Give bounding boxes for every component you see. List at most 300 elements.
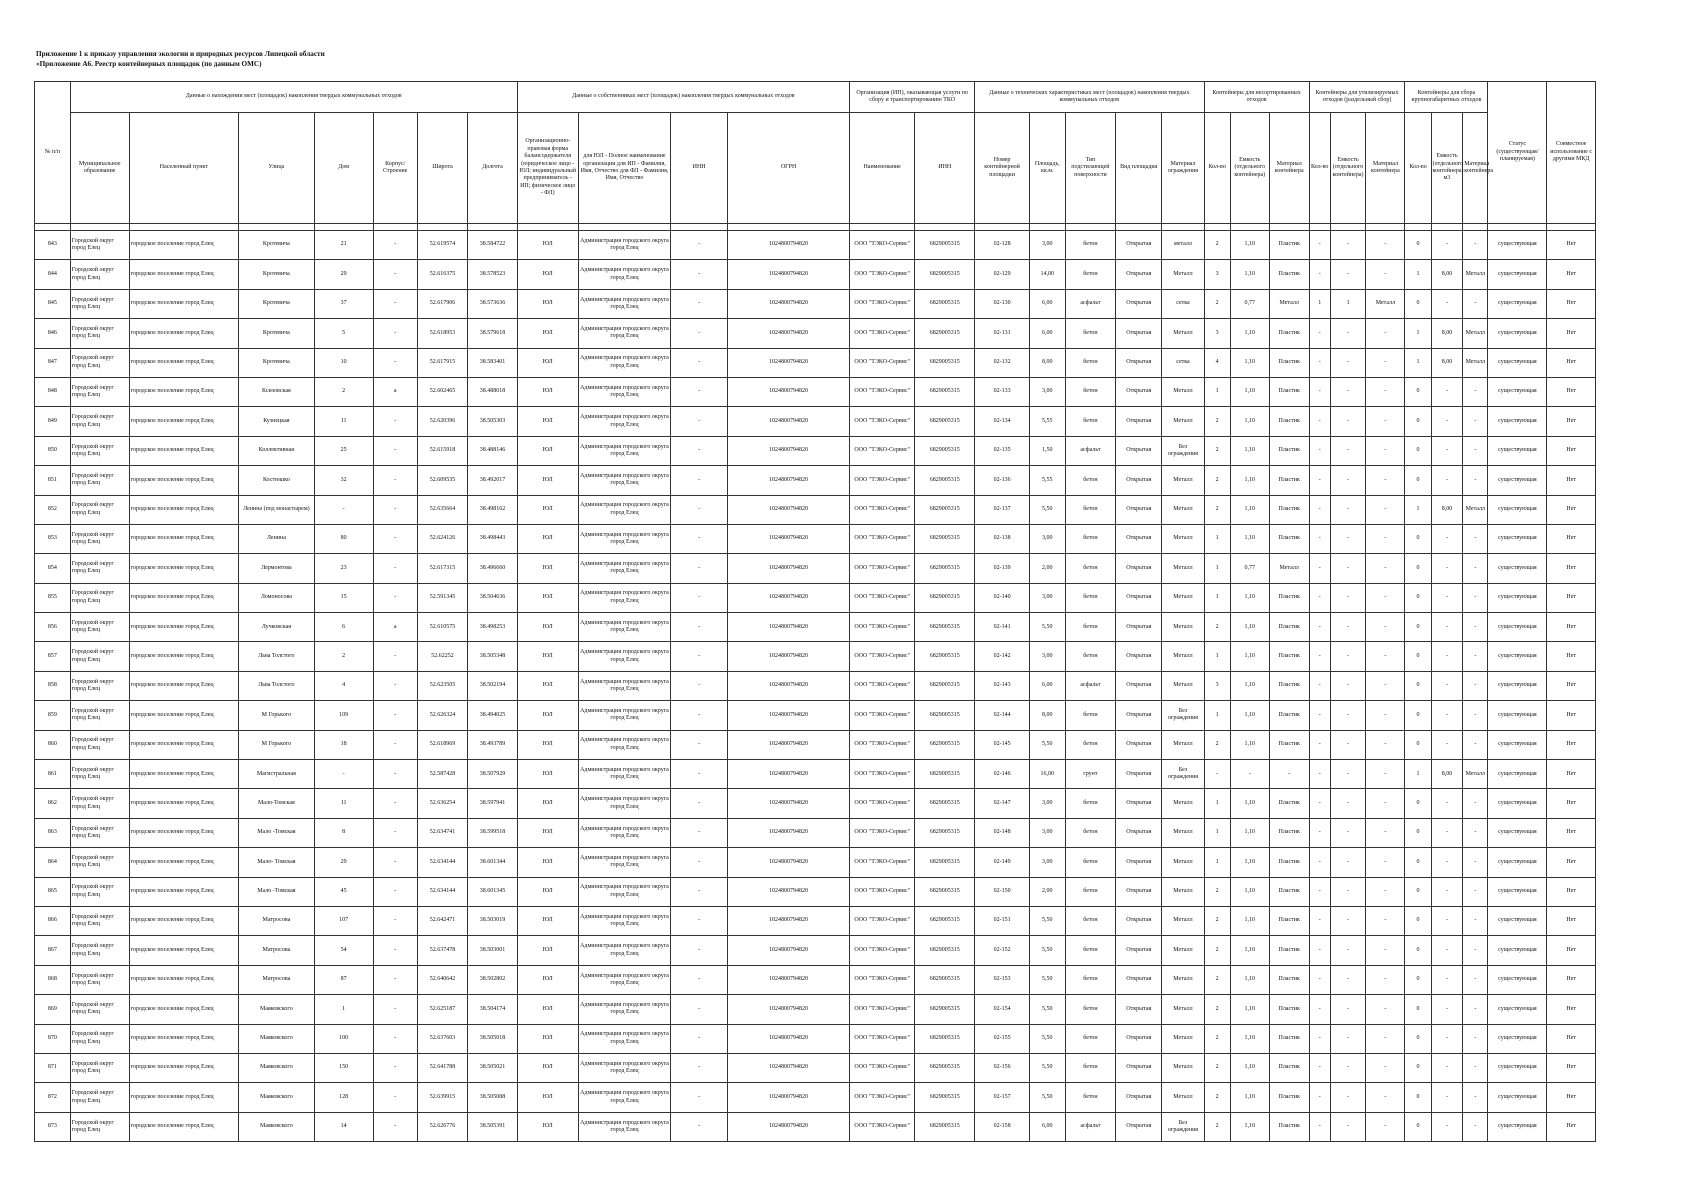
table-cell: Городской округ город Елец — [70, 377, 129, 406]
spacer-cell — [373, 224, 417, 231]
table-cell: 02-143 — [975, 671, 1030, 700]
table-cell: ООО "ТЭКО-Сервис" — [850, 877, 915, 906]
table-cell: Городской округ город Елец — [70, 583, 129, 612]
column-header: Тип подстилающей поверхности — [1065, 113, 1115, 224]
table-cell: 846 — [35, 319, 71, 348]
table-cell: 1 — [1405, 319, 1431, 348]
table-cell: Открытая — [1116, 1083, 1162, 1112]
column-header: Материал контейнера — [1269, 113, 1309, 224]
table-cell: 2 — [1204, 906, 1230, 935]
table-cell: 38.503019 — [468, 906, 517, 935]
table-cell: 52.616375 — [417, 260, 467, 289]
table-cell: - — [1330, 995, 1366, 1024]
table-cell: Городской округ город Елец — [70, 936, 129, 965]
table-row — [35, 701, 1596, 730]
table-cell: 6829005315 — [915, 554, 975, 583]
table-cell: ЮЛ — [517, 1024, 578, 1053]
table-cell: Администрация городского округа город Елец — [578, 377, 671, 406]
table-cell: Администрация городского округа город Елец — [578, 1112, 671, 1141]
table-cell: Администрация городского округа город Елец — [578, 436, 671, 465]
table-cell: - — [1431, 818, 1463, 847]
spacer-cell — [1230, 224, 1269, 231]
table-cell: - — [1463, 554, 1488, 583]
table-cell: Открытая — [1116, 760, 1162, 789]
table-cell: Открытая — [1116, 730, 1162, 759]
table-cell: 1,10 — [1230, 671, 1269, 700]
table-row — [35, 377, 1596, 406]
table-cell: Металл — [1463, 760, 1488, 789]
table-cell: 02-136 — [975, 466, 1030, 495]
table-cell: бетон — [1065, 789, 1115, 818]
table-cell: 6829005315 — [915, 319, 975, 348]
table-cell: 2 — [1204, 1053, 1230, 1082]
table-cell: - — [1463, 1112, 1488, 1141]
table-cell: 1024800794820 — [728, 348, 850, 377]
table-cell: - — [1366, 495, 1405, 524]
table-cell: 1024800794820 — [728, 671, 850, 700]
table-row — [35, 436, 1596, 465]
table-cell: - — [1463, 936, 1488, 965]
table-cell: 11 — [314, 789, 373, 818]
table-cell: 6829005315 — [915, 906, 975, 935]
table-cell: городское поселение город Елец — [129, 642, 238, 671]
table-cell: Пластик — [1269, 583, 1309, 612]
group-header-technical: Данные о технических характеристиках мест (площадок) накопления твердых коммунальных отходов — [975, 82, 1204, 113]
table-row — [35, 495, 1596, 524]
table-cell: Металл — [1162, 554, 1204, 583]
table-cell: Металл — [1162, 613, 1204, 642]
table-cell: - — [1309, 877, 1330, 906]
spacer-cell — [915, 224, 975, 231]
table-cell: - — [1330, 583, 1366, 612]
table-cell: - — [1463, 583, 1488, 612]
table-cell: - — [1309, 995, 1330, 1024]
table-cell: - — [1330, 613, 1366, 642]
table-cell: бетон — [1065, 642, 1115, 671]
table-cell: 6829005315 — [915, 965, 975, 994]
table-cell: 38.597941 — [468, 789, 517, 818]
table-cell: 862 — [35, 789, 71, 818]
table-cell: Администрация городского округа город Елец — [578, 554, 671, 583]
table-cell: - — [1366, 436, 1405, 465]
table-cell: Металл — [1162, 1024, 1204, 1053]
spacer-cell — [129, 224, 238, 231]
table-cell: Металл — [1162, 377, 1204, 406]
table-cell: - — [671, 613, 728, 642]
table-cell: ООО "ТЭКО-Сервис" — [850, 466, 915, 495]
table-cell: городское поселение город Елец — [129, 965, 238, 994]
table-cell: ООО "ТЭКО-Сервис" — [850, 642, 915, 671]
table-cell: - — [373, 260, 417, 289]
table-cell: 6829005315 — [915, 671, 975, 700]
table-cell: - — [1366, 348, 1405, 377]
table-cell: Ксизовская — [239, 377, 315, 406]
table-cell: Администрация городского округа город Елец — [578, 1053, 671, 1082]
table-cell: - — [671, 436, 728, 465]
table-cell: 8,00 — [1029, 348, 1065, 377]
table-cell: 0 — [1405, 407, 1431, 436]
header-status: Статус (существующая/ планируемая) — [1488, 82, 1547, 224]
table-cell: существующая — [1488, 671, 1547, 700]
table-cell: - — [1309, 936, 1330, 965]
table-cell: - — [1330, 730, 1366, 759]
table-cell: существующая — [1488, 995, 1547, 1024]
table-cell: - — [1366, 613, 1405, 642]
table-cell: - — [373, 760, 417, 789]
table-cell: - — [373, 701, 417, 730]
table-cell: 6829005315 — [915, 583, 975, 612]
table-cell: 844 — [35, 260, 71, 289]
table-cell: - — [1309, 1112, 1330, 1141]
table-cell: Городской округ город Елец — [70, 877, 129, 906]
table-cell: - — [1463, 642, 1488, 671]
table-cell: 0 — [1405, 789, 1431, 818]
table-cell: существующая — [1488, 289, 1547, 318]
table-cell: - — [1309, 965, 1330, 994]
table-cell: 38.505348 — [468, 642, 517, 671]
table-cell: - — [1309, 789, 1330, 818]
table-cell: - — [671, 760, 728, 789]
table-cell: ООО "ТЭКО-Сервис" — [850, 965, 915, 994]
table-cell: - — [671, 877, 728, 906]
table-cell: 853 — [35, 524, 71, 553]
table-cell: 849 — [35, 407, 71, 436]
column-header: Площадь, кв.м. — [1029, 113, 1065, 224]
table-cell: 1,10 — [1230, 818, 1269, 847]
table-cell: - — [1330, 554, 1366, 583]
table-cell: сетка — [1162, 289, 1204, 318]
group-header-bulky-containers: Контейнеры для сбора крупногабаритных отходов — [1405, 82, 1488, 113]
table-cell: 3,00 — [1029, 583, 1065, 612]
table-cell: - — [373, 1053, 417, 1082]
table-cell: металл — [1162, 231, 1204, 260]
table-cell: 29 — [314, 260, 373, 289]
column-header: для ЮЛ - Полное наименование организации для ИП - Фамилия, Имя, Отчество для ФЛ - Фамилия, Имя, Отчество — [578, 113, 671, 224]
table-cell: - — [1431, 289, 1463, 318]
spacer-cell — [578, 224, 671, 231]
table-cell: - — [1366, 583, 1405, 612]
table-cell: - — [373, 466, 417, 495]
table-cell: 1024800794820 — [728, 760, 850, 789]
table-cell: Администрация городского округа город Елец — [578, 319, 671, 348]
table-cell: 8,00 — [1029, 701, 1065, 730]
table-cell: 6829005315 — [915, 789, 975, 818]
table-cell: 02-151 — [975, 906, 1030, 935]
table-cell: 6829005315 — [915, 760, 975, 789]
table-cell: Открытая — [1116, 1112, 1162, 1141]
table-cell: ООО "ТЭКО-Сервис" — [850, 231, 915, 260]
table-cell: 02-128 — [975, 231, 1030, 260]
table-cell: 16,00 — [1029, 760, 1065, 789]
table-cell: Кротевича — [239, 348, 315, 377]
table-cell: Нет — [1547, 848, 1596, 877]
table-cell: - — [1431, 730, 1463, 759]
table-cell: Городской округ город Елец — [70, 730, 129, 759]
table-cell: бетон — [1065, 1083, 1115, 1112]
table-cell: 1024800794820 — [728, 436, 850, 465]
table-cell: 52.635664 — [417, 495, 467, 524]
table-cell: 868 — [35, 965, 71, 994]
table-cell: 6829005315 — [915, 524, 975, 553]
table-row — [35, 1053, 1596, 1082]
group-header-unsorted-containers: Контейнеры для несортированных отходов — [1204, 82, 1309, 113]
table-cell: 860 — [35, 730, 71, 759]
table-cell: существующая — [1488, 407, 1547, 436]
table-cell: 23 — [314, 554, 373, 583]
table-cell: Городской округ город Елец — [70, 554, 129, 583]
table-cell: 0 — [1405, 906, 1431, 935]
table-cell: Нет — [1547, 760, 1596, 789]
table-cell: Металл — [1366, 289, 1405, 318]
table-cell: а — [373, 613, 417, 642]
column-header: Емкость (отдельного контейнера) — [1230, 113, 1269, 224]
table-cell: 52.617915 — [417, 348, 467, 377]
column-header: Долгота — [468, 113, 517, 224]
table-cell: ЮЛ — [517, 289, 578, 318]
table-cell: ЮЛ — [517, 613, 578, 642]
table-row — [35, 906, 1596, 935]
table-cell: - — [1463, 407, 1488, 436]
table-cell: - — [1330, 524, 1366, 553]
table-cell: 52.637603 — [417, 1024, 467, 1053]
table-row — [35, 583, 1596, 612]
table-cell: Администрация городского округа город Елец — [578, 936, 671, 965]
table-cell: Пластик — [1269, 671, 1309, 700]
table-cell: 863 — [35, 818, 71, 847]
table-cell: 1024800794820 — [728, 1083, 850, 1112]
table-cell: существующая — [1488, 583, 1547, 612]
table-cell: 38.601344 — [468, 848, 517, 877]
table-cell: 3,00 — [1029, 642, 1065, 671]
table-cell: 1024800794820 — [728, 583, 850, 612]
table-cell: Администрация городского округа город Елец — [578, 818, 671, 847]
table-cell: бетон — [1065, 1024, 1115, 1053]
table-cell: - — [1309, 1024, 1330, 1053]
table-cell: ЮЛ — [517, 965, 578, 994]
table-cell: Открытая — [1116, 554, 1162, 583]
table-cell: Городской округ город Елец — [70, 466, 129, 495]
table-cell: 1 — [1309, 289, 1330, 318]
table-cell: 2,00 — [1029, 554, 1065, 583]
table-cell: - — [1463, 848, 1488, 877]
table-cell: 3 — [1204, 671, 1230, 700]
table-cell: Ленина — [239, 524, 315, 553]
table-cell: 0 — [1405, 965, 1431, 994]
table-cell: 38.505391 — [468, 1112, 517, 1141]
table-cell: существующая — [1488, 319, 1547, 348]
table-cell: - — [671, 583, 728, 612]
table-cell: - — [1366, 1053, 1405, 1082]
table-row — [35, 730, 1596, 759]
table-cell: 80 — [314, 524, 373, 553]
table-cell: 847 — [35, 348, 71, 377]
table-cell: 02-142 — [975, 642, 1030, 671]
table-cell: существующая — [1488, 1112, 1547, 1141]
table-cell: ЮЛ — [517, 231, 578, 260]
table-cell: 52.624126 — [417, 524, 467, 553]
table-cell: 2 — [1204, 466, 1230, 495]
spacer-cell — [239, 224, 315, 231]
table-cell: Пластик — [1269, 965, 1309, 994]
table-row — [35, 1024, 1596, 1053]
table-cell: 6829005315 — [915, 377, 975, 406]
table-cell: Пластик — [1269, 1024, 1309, 1053]
table-cell: - — [373, 877, 417, 906]
table-cell: - — [1366, 1112, 1405, 1141]
table-cell: 869 — [35, 995, 71, 1024]
table-cell: - — [1431, 1083, 1463, 1112]
table-cell: 6829005315 — [915, 730, 975, 759]
table-cell: Металл — [1162, 906, 1204, 935]
table-cell: Администрация городского округа город Елец — [578, 642, 671, 671]
table-cell: Открытая — [1116, 613, 1162, 642]
table-cell: 38.601345 — [468, 877, 517, 906]
table-cell: 1,10 — [1230, 877, 1269, 906]
column-header: ИНН — [915, 113, 975, 224]
table-cell: Городской округ город Елец — [70, 231, 129, 260]
spacer-cell — [728, 224, 850, 231]
table-cell: городское поселение город Елец — [129, 289, 238, 318]
table-cell: 1 — [1330, 289, 1366, 318]
table-cell: 1024800794820 — [728, 730, 850, 759]
table-cell: Матросова — [239, 906, 315, 935]
table-cell: Открытая — [1116, 289, 1162, 318]
table-cell: Нет — [1547, 466, 1596, 495]
table-cell: Пластик — [1269, 642, 1309, 671]
table-cell: Нет — [1547, 231, 1596, 260]
table-cell: 1,10 — [1230, 348, 1269, 377]
table-cell: 02-145 — [975, 730, 1030, 759]
table-cell: Пластик — [1269, 701, 1309, 730]
table-cell: - — [1431, 377, 1463, 406]
table-cell: 1,10 — [1230, 377, 1269, 406]
table-cell: 1024800794820 — [728, 231, 850, 260]
table-cell: - — [1366, 1083, 1405, 1112]
table-cell: - — [671, 319, 728, 348]
table-cell: существующая — [1488, 1083, 1547, 1112]
table-cell: 52.642471 — [417, 906, 467, 935]
table-cell: - — [1309, 348, 1330, 377]
table-cell: Нет — [1547, 1024, 1596, 1053]
table-cell: 1,10 — [1230, 730, 1269, 759]
table-cell: 0 — [1405, 1024, 1431, 1053]
table-cell: - — [1463, 1053, 1488, 1082]
table-cell: Пластик — [1269, 407, 1309, 436]
table-cell: - — [1330, 348, 1366, 377]
table-cell: ЮЛ — [517, 642, 578, 671]
table-cell: - — [373, 554, 417, 583]
table-cell: 0 — [1405, 818, 1431, 847]
table-cell: 1 — [1204, 848, 1230, 877]
table-cell: 02-150 — [975, 877, 1030, 906]
table-cell: Кротевича — [239, 319, 315, 348]
table-cell: 6829005315 — [915, 877, 975, 906]
table-cell: - — [1366, 642, 1405, 671]
table-cell: 0 — [1405, 877, 1431, 906]
table-cell: - — [1431, 1053, 1463, 1082]
column-header: Населенный пункт — [129, 113, 238, 224]
table-cell: 1,10 — [1230, 906, 1269, 935]
table-cell: 0 — [1405, 730, 1431, 759]
table-cell: - — [671, 789, 728, 818]
table-cell: 38.505021 — [468, 1053, 517, 1082]
table-cell: Пластик — [1269, 436, 1309, 465]
table-cell: Пластик — [1269, 995, 1309, 1024]
spacer-cell — [1162, 224, 1204, 231]
table-cell: городское поселение город Елец — [129, 995, 238, 1024]
table-cell: - — [373, 319, 417, 348]
table-cell: сетка — [1162, 348, 1204, 377]
table-cell: - — [1330, 671, 1366, 700]
table-cell: 0 — [1405, 466, 1431, 495]
table-cell: 38.599518 — [468, 818, 517, 847]
table-cell: - — [1366, 877, 1405, 906]
table-cell: ООО "ТЭКО-Сервис" — [850, 701, 915, 730]
table-cell: - — [373, 407, 417, 436]
table-cell: 38.579618 — [468, 319, 517, 348]
table-cell: 867 — [35, 936, 71, 965]
table-cell: Нет — [1547, 936, 1596, 965]
table-row — [35, 1083, 1596, 1112]
table-cell: 2 — [1204, 407, 1230, 436]
table-row — [35, 1112, 1596, 1141]
table-cell: - — [671, 554, 728, 583]
table-cell: - — [373, 818, 417, 847]
table-cell: 3,00 — [1029, 524, 1065, 553]
table-cell: городское поселение город Елец — [129, 906, 238, 935]
spacer-cell — [1405, 224, 1431, 231]
table-cell: Пластик — [1269, 818, 1309, 847]
table-cell: существующая — [1488, 436, 1547, 465]
column-header: Емкость (отдельного контейнера) — [1330, 113, 1366, 224]
table-cell: - — [1366, 789, 1405, 818]
table-cell: 107 — [314, 906, 373, 935]
table-cell: Нет — [1547, 377, 1596, 406]
table-cell: Металл — [1162, 524, 1204, 553]
table-cell: - — [1463, 730, 1488, 759]
table-cell: - — [1309, 671, 1330, 700]
table-cell: ЮЛ — [517, 789, 578, 818]
table-cell: 0 — [1405, 554, 1431, 583]
table-cell: 6829005315 — [915, 1024, 975, 1053]
table-cell: 6829005315 — [915, 436, 975, 465]
table-cell: 1,10 — [1230, 583, 1269, 612]
table-cell: 2 — [1204, 965, 1230, 994]
table-cell: 6829005315 — [915, 495, 975, 524]
table-cell: 128 — [314, 1083, 373, 1112]
table-cell: ООО "ТЭКО-Сервис" — [850, 583, 915, 612]
table-cell: Открытая — [1116, 436, 1162, 465]
table-cell: существующая — [1488, 730, 1547, 759]
table-cell: - — [1431, 995, 1463, 1024]
table-cell: ООО "ТЭКО-Сервис" — [850, 436, 915, 465]
table-cell: 5,50 — [1029, 613, 1065, 642]
table-cell: 5,55 — [1029, 407, 1065, 436]
table-cell: 02-137 — [975, 495, 1030, 524]
table-cell: 857 — [35, 642, 71, 671]
table-cell: 6829005315 — [915, 1083, 975, 1112]
table-cell: - — [1431, 965, 1463, 994]
table-cell: Администрация городского округа город Елец — [578, 730, 671, 759]
table-cell: Металл — [1463, 348, 1488, 377]
table-cell: городское поселение город Елец — [129, 1112, 238, 1141]
table-cell: - — [671, 1024, 728, 1053]
table-cell: 02-140 — [975, 583, 1030, 612]
table-cell: Городской округ город Елец — [70, 789, 129, 818]
table-cell: - — [1463, 877, 1488, 906]
table-cell: 1,10 — [1230, 1083, 1269, 1112]
table-cell: Администрация городского округа город Елец — [578, 877, 671, 906]
